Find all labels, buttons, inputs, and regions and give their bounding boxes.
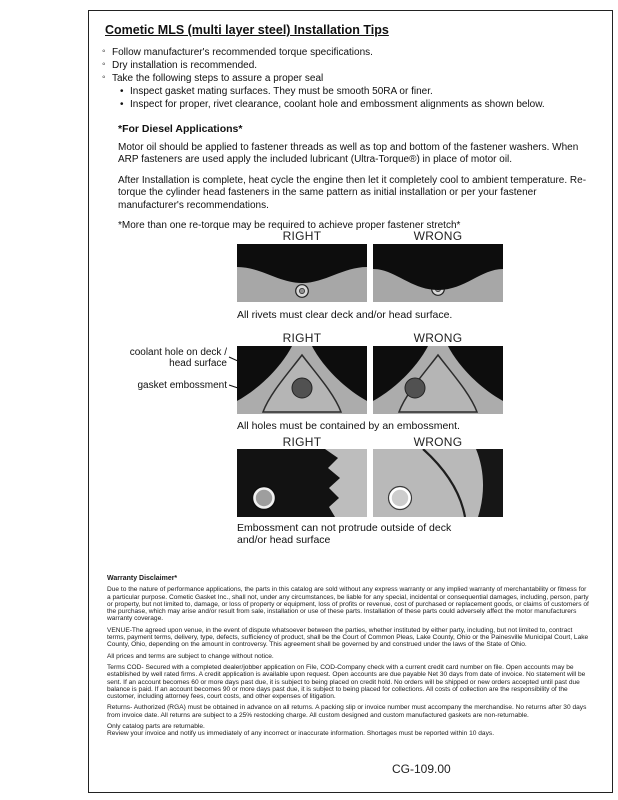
row2-wrong-label: WRONG (413, 331, 463, 345)
diesel-paragraph: After Installation is complete, heat cycle the engine then let it completely cool to ambient temperature. Re-torque the cylinder head fasteners in the same pattern as initial installation or per your fastener manufacturer's recommendations. (118, 174, 587, 211)
warranty-paragraph: Returns- Authorized (RGA) must be obtained in advance on all returns. A packing slip or invoice number must accompany the merchandise. No returns after 30 days from invoice date. All returns are subject to a 25% restocking charge. All custom designed and custom manufactured gaskets are non-returnable. (107, 704, 587, 719)
warranty-paragraph: Only catalog parts are returnable. (107, 723, 205, 731)
page-border-frame (88, 10, 613, 793)
row1-wrong-label: WRONG (413, 229, 463, 243)
tip-sub-bullet: • Inspect for proper, rivet clearance, coolant hole and embossment alignments as shown below. (119, 98, 599, 111)
tip-bullet: ◦ Dry installation is recommended. (101, 59, 599, 72)
rivet-right-diagram (237, 244, 367, 302)
row3-right-label: RIGHT (282, 435, 322, 449)
row3-wrong-label: WRONG (413, 435, 463, 449)
warranty-paragraph: Review your invoice and notify us immediately of any incorrect or inaccurate information. Shortages must be reported within 10 days. (107, 730, 495, 738)
annotation-gasket-embossment-label: gasket embossment (137, 380, 227, 391)
retorque-note: *More than one re-torque may be required to achieve proper fastener stretch* (118, 220, 461, 231)
row1-right-label: RIGHT (282, 229, 322, 243)
tip-bullet: ◦ Take the following steps to assure a proper seal (101, 72, 599, 85)
rivet-wrong-diagram (373, 244, 503, 302)
bolt-hole (391, 489, 410, 508)
row2-right-label: RIGHT (282, 331, 322, 345)
deck-edge-right-diagram (237, 449, 367, 517)
tip-bullet: ◦ Follow manufacturer's recommended torque specifications. (101, 46, 599, 59)
diesel-section (118, 123, 588, 233)
embossment-wrong-diagram (373, 346, 503, 414)
embossment-right-diagram (237, 346, 367, 414)
tip-sub-bullet: • Inspect gasket mating surfaces. They must be smooth 50RA or finer. (119, 85, 599, 98)
row2-caption: All holes must be contained by an embossment. (237, 420, 460, 432)
deck-surface (237, 449, 340, 517)
warranty-paragraph: Due to the nature of performance applications, the parts in this catalog are sold without any express warranty or any implied warranty of merchantability or fitness for a particular purpose. Cometic Gasket Inc., shall not, under any circumstances, be liable for any special, incidental or consequential damages, including, person, party or property, but not limited to, damage, or loss of property or equipment, loss of profits or revenue, cost of purchased or replacement goods, or claims of customers of the purchase, which may arise and/or result from sale, installation or use of these parts. Installation of these parts could adversely affect the motor manufacturers warranty coverage. (107, 586, 589, 623)
coolant-hole (405, 378, 425, 398)
tips-list (101, 46, 599, 111)
warranty-paragraph: VENUE-The agreed upon venue, in the event of dispute whatsoever between the parties, whether instituted by either party, including, but not limited to, contract terms, payment terms, delivery, type, defects, sufficiency of product, shall be the Court of Common Pleas, Lake County, Ohio or the Painesville Municipal Court, Lake County, Ohio, depending on the amount in controversy. This agreement shall be governed by and construed under the laws of the State of Ohio. (107, 626, 589, 649)
row1-caption: All rivets must clear deck and/or head surface. (237, 309, 453, 321)
warranty-section (107, 575, 589, 738)
diesel-paragraph: Motor oil should be applied to fastener threads as well as top and bottom of the fastener washers. When ARP fasteners are used apply the included lubricant (Ultra-Torque®) in place of motor oil. (118, 141, 579, 165)
catalog-number: CG-109.00 (392, 762, 451, 776)
warranty-paragraph: Terms COD- Secured with a completed dealer/jobber application on File, COD-Company check with a current credit card number on file. Open accounts may be established by well rated firms. A credit application is available upon request. Open accounts are due payable Net 30 days from date of invoice. No statement will be sent. If an account becomes 60 or more days past due, it is subject to being placed on credit hold. No orders will be shipped or new orders accepted until past due balance is paid. If an account becomes 90 or more days past due, it is subject to being placed for collections. All costs of collection are the responsibility of the customer, including attorney fees, court costs, and other expenses of litigation. (107, 663, 586, 701)
bolt-hole (255, 489, 274, 508)
warranty-paragraph: All prices and terms are subject to change without notice. (107, 652, 274, 660)
annotation-coolant-hole-label: coolant hole on deck / head surface (129, 347, 227, 369)
row3-caption: Embossment can not protrude outside of deck and/or head surface (237, 522, 452, 546)
deck-edge-wrong-diagram (373, 449, 503, 517)
coolant-hole (292, 378, 312, 398)
diesel-heading: *For Diesel Applications* (118, 123, 243, 135)
page-title: Cometic MLS (multi layer steel) Installation Tips (105, 23, 389, 37)
warranty-heading: Warranty Disclaimer* (107, 575, 178, 582)
